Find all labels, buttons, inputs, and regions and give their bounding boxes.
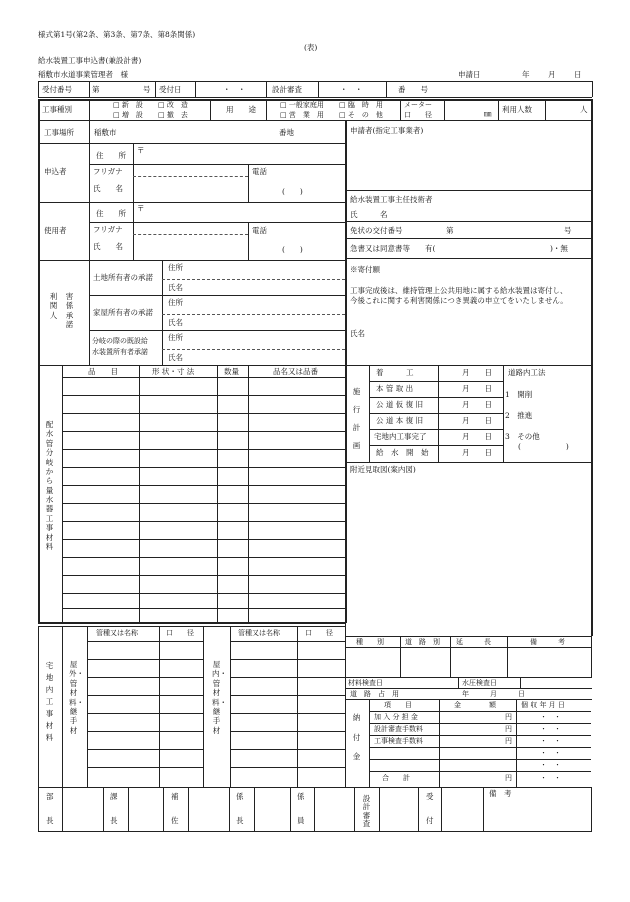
user-tel-label: 電話 [252,226,267,235]
dai: 第 [92,85,100,94]
meter-label: メーター [404,101,432,109]
outdoor-col-caliber: 口 径 [166,629,194,637]
yen-total: 円 [505,774,512,782]
indoor-col-caliber: 口 径 [305,629,333,637]
apply-date-label: 申請日 [458,70,481,79]
stamp-bu-cho: 長 [46,816,54,825]
branch-owner-address[interactable]: 住所 [168,333,183,342]
user-furigana-label: フリガナ [93,225,123,234]
payment-item-subscription: 加 入 分 担 金 [374,713,418,721]
work-type-label: 工事種別 [42,105,72,114]
date-water-start[interactable]: 月 日 [462,448,492,457]
house-owner-name[interactable]: 氏名 [168,318,183,327]
use-label: 用 途 [226,105,256,114]
land-owner-name[interactable]: 氏名 [168,283,183,292]
payment-total-label: 合 計 [382,774,410,782]
engineer-name-label: 氏 名 [350,210,388,219]
work-type-add-checkbox[interactable]: □ 増 設 [113,111,143,119]
urgent-label: 急書又は同意書等 有( [350,244,436,253]
land-owner-label: 土地所有者の承諾 [93,273,153,282]
applicant-label: 申込者 [44,167,67,176]
donation-line-2: 今後これに関する利害関係につき異義の申立てをいたしません。 [350,296,568,305]
payment-item-inspection-fee: 工事検査手数料 [374,737,423,745]
work-type-remove-checkbox[interactable]: □ 撤 去 [158,111,188,119]
payment-item-design-fee: 設計審査手数料 [374,725,423,733]
work-type-modify-checkbox[interactable]: □ 改 造 [158,101,188,109]
land-owner-address[interactable]: 住所 [168,263,183,272]
materials-side-label: 配水管分岐から量水器 工事材料 [45,420,61,551]
outdoor-label: 屋外・管材料・継手材 [69,660,84,735]
number-label: 番 号 [398,85,428,94]
mm-unit: ㎜ [484,109,492,118]
date-site-complete[interactable]: 月 日 [462,432,492,441]
use-temp-checkbox[interactable]: □ 臨 時 用 [339,101,383,109]
recv-date-2[interactable]: ・ ・ [540,725,561,733]
form-title: 給水装置工事申込書(兼設計書) [38,56,142,65]
user-address-label: 住 所 [96,209,126,218]
form-number: 様式第1号(第2条、第3条、第7条、第8条関係) [38,30,196,39]
road-method-other-field[interactable]: ( ) [518,442,569,451]
pressure-inspection-label: 水圧検査日 [462,679,497,687]
date-temp-restore[interactable]: 月 日 [462,400,492,409]
reception-date-field[interactable]: ・ ・ [223,85,246,94]
use-business-checkbox[interactable]: □ 営 業 用 [280,111,324,119]
use-home-checkbox[interactable]: □ 一般家庭用 [280,101,324,109]
branch-owner-label-1: 分岐の際の既設給 [92,337,148,345]
schedule-site-complete: 宅地内工事完了 [374,432,427,441]
outdoor-col-kind: 管種又は名称 [96,629,138,637]
road-method-3[interactable]: 3 その他 [505,432,540,441]
stamp-remarks: 備 考 [489,789,512,798]
apply-year[interactable]: 年 [522,70,530,79]
date-final-restore[interactable]: 月 日 [462,416,492,425]
applicant-name-label: 氏 名 [93,184,123,193]
schedule-water-start: 給 水 開 始 [376,448,429,457]
road-method-2[interactable]: 2 推進 [505,411,533,420]
page-side: (表) [304,43,318,52]
yen-2: 円 [505,725,512,733]
stamp-design-review: 設計審査 [362,794,371,828]
stamp-ka-cho: 長 [110,816,118,825]
payment-col-received: 個 収 年 月 日 [521,701,565,709]
license-no-label: 免状の交付番号 [350,226,403,235]
applicant-tel-field[interactable]: ( ) [282,187,303,196]
road-col-note: 備 考 [530,638,565,646]
apply-month[interactable]: 月 [548,70,556,79]
road-occupancy-label: 道 路 占 用 [350,690,399,698]
stamp-uketsuke: 付 [426,816,434,825]
schedule-main-tap: 本 管 取 出 [376,384,414,393]
indoor-label: 屋内・管材料・継手材 [212,660,227,735]
caliber-label: 口 径 [404,111,432,119]
date-start[interactable]: 月 日 [462,368,492,377]
col-shape: 形 状・寸 法 [152,367,195,376]
urgent-end[interactable]: )・無 [550,244,568,253]
stamp-uke: 受 [426,792,434,801]
payment-col-item: 項 目 [384,701,412,709]
donation-title: ※寄付願 [350,265,380,274]
go: 号 [143,85,151,94]
schedule-final-restore: 公 道 本 復 旧 [376,416,424,425]
road-col-length: 延 長 [456,638,491,646]
site-label: 工事場所 [44,128,74,137]
donation-line-1: 工事完成後は、維持管理上公共用地に属する給水装置は寄付し、 [350,286,568,295]
license-go: 号 [564,226,572,235]
user-tel-field[interactable]: ( ) [282,245,303,254]
payment-side-label: 納付金 [352,713,361,761]
road-col-road: 道 路 別 [405,638,440,646]
stamp-kakarin: 係 [297,792,305,801]
stamp-ho: 補 [171,792,179,801]
design-review-label: 設計審査 [272,85,302,94]
road-method-title: 道路内工法 [508,368,546,377]
reception-no-label: 受付番号 [42,85,72,94]
apply-day[interactable]: 日 [574,70,582,79]
contractor-label: 申請者(指定工事業者) [350,126,424,135]
col-qty: 数量 [224,367,239,376]
user-zip[interactable]: 〒 [137,204,145,213]
yen-1: 円 [505,713,512,721]
stamp-kakari-cho: 長 [236,816,244,825]
branch-owner-name[interactable]: 氏名 [168,353,183,362]
addressee: 稲敷市水道事業管理者 様 [38,70,128,79]
work-type-new-checkbox[interactable]: □ 新 設 [113,101,143,109]
recv-date-5[interactable]: ・ ・ [540,761,561,769]
yen-3: 円 [505,737,512,745]
applicant-zip[interactable]: 〒 [137,146,145,155]
consent-label-2: 害係承諾 [65,292,74,330]
indoor-col-kind: 管種又は名称 [238,629,280,637]
recv-date-1[interactable]: ・ ・ [540,713,561,721]
use-other-checkbox[interactable]: □ そ の 他 [339,111,383,119]
branch-owner-label-2: 水装置所有者承諾 [92,348,148,356]
col-model: 品名又は品番 [273,367,318,376]
payment-col-amount: 金 額 [454,701,496,709]
site-city: 稲敷市 [94,128,117,137]
stamp-ka: 課 [110,792,118,801]
schedule-start: 着 工 [376,368,414,377]
house-owner-address[interactable]: 住所 [168,298,183,307]
reception-date-label: 受付日 [159,85,182,94]
applicant-tel-label: 電話 [252,167,267,176]
users-label: 利用人数 [502,105,532,114]
stamp-kakari: 係 [236,792,244,801]
schedule-temp-restore: 公 道 仮 復 旧 [376,400,424,409]
site-banchi: 番地 [279,128,294,137]
material-inspection-label: 材料検査日 [348,679,383,687]
stamp-kakari-in: 員 [297,816,305,825]
date-main-tap[interactable]: 月 日 [462,384,492,393]
license-dai: 第 [446,226,454,235]
residential-side-label: 宅地内工事材料 [45,661,54,742]
recv-date-4[interactable]: ・ ・ [540,749,561,757]
road-method-1[interactable]: 1 開削 [505,390,533,399]
schedule-side-label: 施行計画 [352,387,361,450]
stamp-hosa: 佐 [171,816,179,825]
person-unit: 人 [580,105,588,114]
user-label: 使用者 [44,226,67,235]
design-review-date[interactable]: ・ ・ [340,85,363,94]
recv-date-total[interactable]: ・ ・ [540,774,561,782]
col-item: 品 目 [88,367,118,376]
user-name-label: 氏 名 [93,242,123,251]
road-col-kind: 種 別 [356,638,384,646]
road-occupancy-date[interactable]: 年 月 日 [462,690,525,698]
chief-engineer-label: 給水装置工事主任技術者 [350,195,433,204]
applicant-address-label: 住 所 [96,151,126,160]
consent-label-1: 利関人 [49,292,58,320]
applicant-furigana-label: フリガナ [93,167,123,176]
recv-date-3[interactable]: ・ ・ [540,737,561,745]
stamp-bu: 部 [46,792,54,801]
house-owner-label: 家屋所有者の承諾 [93,308,153,317]
donation-name[interactable]: 氏名 [350,329,365,338]
map-label: 附近見取図(案内図) [350,465,416,474]
